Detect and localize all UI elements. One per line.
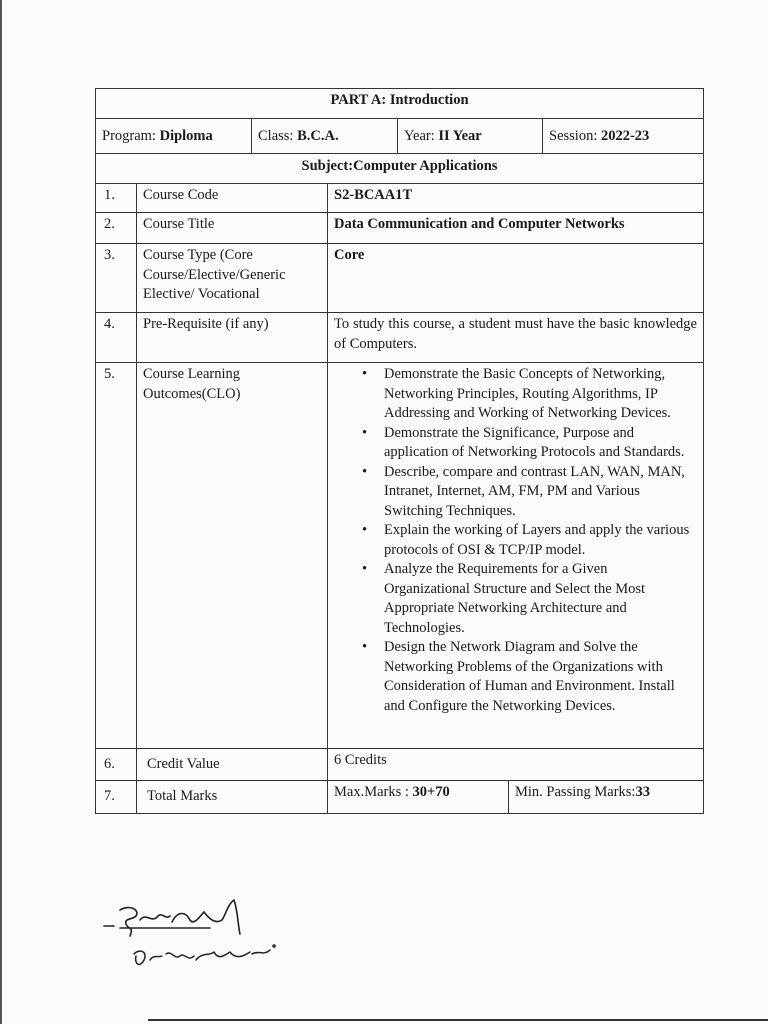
year-value: II Year — [438, 128, 482, 144]
prerequisite-value: To study this course, a student must have the basic knowledge of Computers. — [334, 316, 697, 352]
course-type-row: 3. Course Type (Core Course/Elective/Generic Elective/ Vocational Core — [96, 244, 703, 313]
signature-name: D.r Goswami — [100, 890, 106, 891]
session-value: 2022-23 — [600, 128, 650, 144]
clo-row: 5. Course Learning Outcomes(CLO) • Demonstrate the Basic Concepts of Networking, Networking Principles, Routing Algorithms, IP Addressing and Working of Networking Devices. • Demonstrate the Significance, Purpose and application of Networking Protocols and Standards. • Describe, compare and contrast LAN, WAN, MAN, Intranet, Internet, AM, FM, PM and Various Switching Techniques. • Explain the working of Layers and apply the various protocols of OSI & TCP/IP model. • Analyze the Requirements for a Given Organizational Structure and Select the Most Appropriate Networking Architecture and Technologies. • Design the Network Diagram and Solve the Networking Problems of the Organizations with Consideration of Human and Environment. Install and Configure the Networking Devices. — [96, 363, 703, 749]
prerequisite-row: 4. Pre-Requisite (if any) To study this course, a student must have the basic knowledge of Computers. — [96, 313, 703, 363]
course-introduction-table — [95, 88, 704, 814]
marks-row: 7. Total Marks Max.Marks : 30+70 Min. Passing Marks:33 — [96, 781, 703, 813]
course-type-value: Core — [334, 247, 365, 263]
clo-item: • Design the Network Diagram and Solve the Networking Problems of the Organizations with Consideration of Human and Environment. Install and Configure the Networking Devices. — [362, 639, 675, 714]
max-marks-value: 30+70 — [412, 784, 450, 800]
clo-item: • Demonstrate the Significance, Purpose and application of Networking Protocols and Standards. — [362, 424, 685, 460]
class-value: B.C.A. — [297, 128, 339, 144]
clo-list — [334, 365, 691, 716]
clo-item: • Analyze the Requirements for a Given Organizational Structure and Select the Most Appropriate Networking Architecture and Technologies. — [362, 561, 646, 636]
subject-row: Subject:Computer Applications — [96, 154, 703, 184]
max-marks-cell: Max.Marks : 30+70 — [328, 781, 509, 813]
course-code-row: 1. Course Code S2-BCAA1T — [96, 184, 703, 213]
course-code-value: S2-BCAA1T — [334, 187, 413, 203]
course-title-row: 2. Course Title Data Communication and Computer Networks — [96, 213, 703, 244]
subject-value: Computer Applications — [353, 158, 498, 174]
part-title: PART A: Introduction — [330, 92, 469, 108]
course-title-value: Data Communication and Computer Networks — [334, 216, 625, 232]
part-title-row — [96, 89, 703, 119]
credit-value: 6 Credits — [334, 752, 387, 768]
program-info-row — [96, 119, 703, 154]
year-cell: Year: II Year — [398, 119, 543, 153]
clo-item: • Explain the working of Layers and apply the various protocols of OSI & TCP/IP model. — [362, 522, 690, 558]
min-marks-cell: Min. Passing Marks:33 — [515, 784, 650, 800]
credit-row: 6. Credit Value 6 Credits — [96, 749, 703, 781]
scan-edge-bottom — [148, 1019, 768, 1021]
handwritten-signature — [100, 890, 300, 980]
session-cell: Session: 2022-23 — [549, 128, 650, 144]
scan-edge-left — [0, 0, 2, 1024]
clo-item: • Demonstrate the Basic Concepts of Networking, Networking Principles, Routing Algorithms, IP Addressing and Working of Networking Devices. — [362, 366, 671, 421]
clo-item: • Describe, compare and contrast LAN, WAN, MAN, Intranet, Internet, AM, FM, PM and Various Switching Techniques. — [362, 463, 685, 519]
program-cell: Program: Diploma — [96, 119, 252, 153]
class-cell: Class: B.C.A. — [252, 119, 398, 153]
min-marks-value: 33 — [635, 784, 650, 800]
program-value: Diploma — [159, 128, 213, 144]
